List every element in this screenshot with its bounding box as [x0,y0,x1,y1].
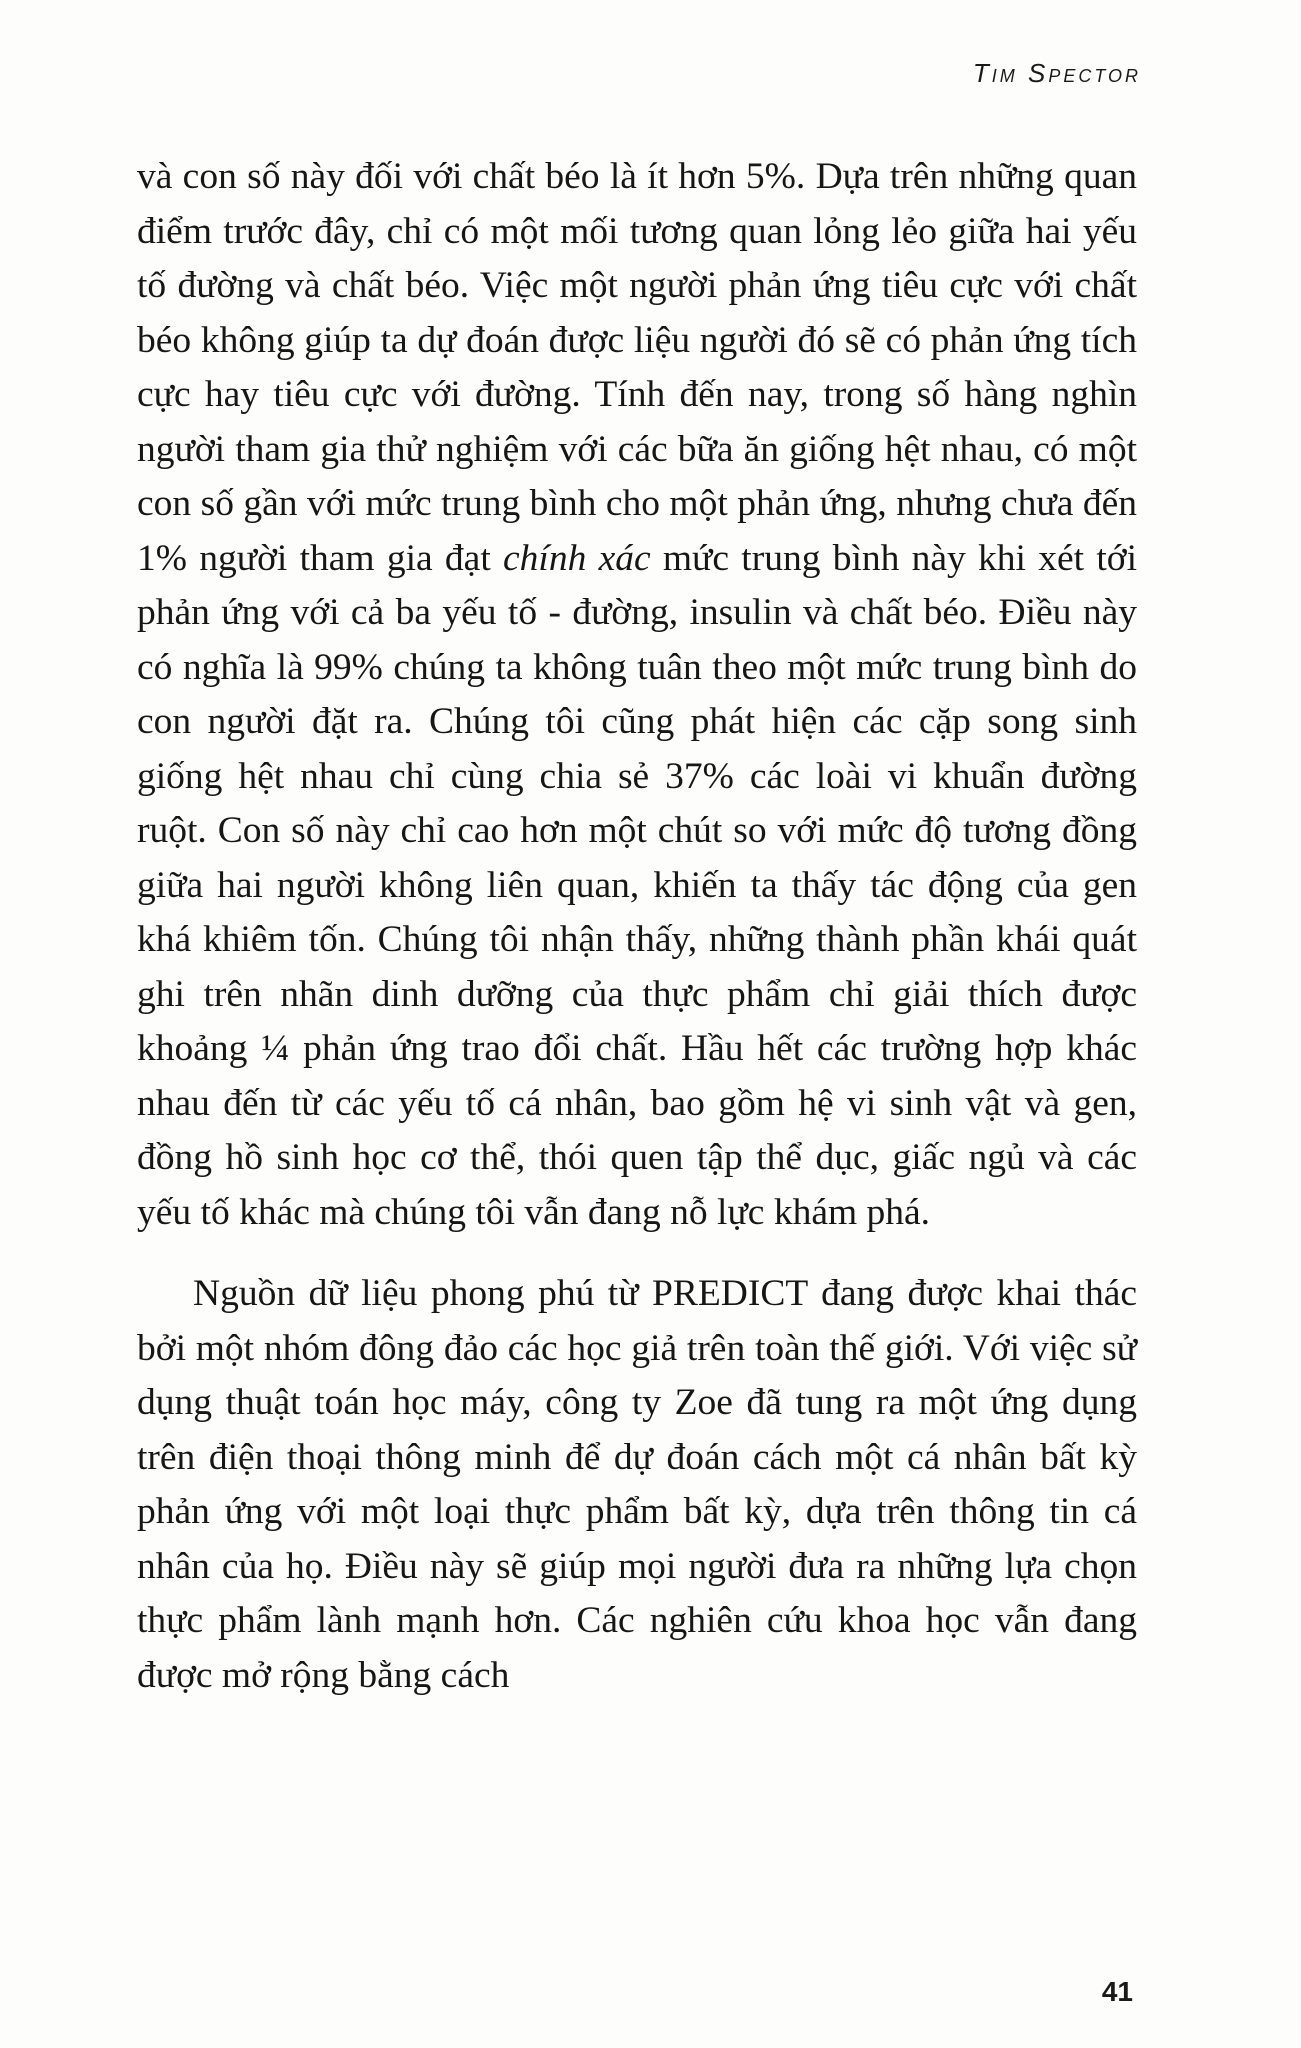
paragraph-1-segment-1: và con số này đối với chất béo là ít hơn 5%. Dựa trên những quan điểm trước đây, chỉ có một mối tương quan lỏng lẻo giữa hai yếu tố đường và chất béo. Việc một người phản ứng tiêu cực với chất béo không giúp ta dự đoán được liệu người đó sẽ có phản ứng tích cực hay tiêu cực với đường. Tính đến nay, trong số hàng nghìn người tham gia thử nghiệm với các bữa ăn giống hệt nhau, có một con số gần với mức trung bình cho một phản ứng, nhưng chưa đến 1% người tham gia đạt [137,156,1137,579]
paragraph-1-italic-emphasis: chính xác [503,537,651,579]
paragraph-1 [137,150,1137,1240]
paragraph-2-segment-1: Nguồn dữ liệu phong phú từ PREDICT đang được khai thác bởi một nhóm đông đảo các học giả trên toàn thế giới. Với việc sử dụng thuật toán học máy, công ty Zoe đã tung ra một ứng dụng trên điện thoại thông minh để dự đoán cách một cá nhân bất kỳ phản ứng với một loại thực phẩm bất kỳ, dựa trên thông tin cá nhân của họ. Điều này sẽ giúp mọi người đưa ra những lựa chọn thực phẩm lành mạnh hơn. Các nghiên cứu khoa học vẫn đang được mở rộng bằng cách [137,1273,1137,1696]
page-number: 41 [1101,1976,1133,2007]
paragraph-1-segment-3: mức trung bình này khi xét tới phản ứng với cả ba yếu tố - đường, insulin và chất béo. Điều này có nghĩa là 99% chúng ta không tuân theo một mức trung bình do con người đặt ra. Chúng tôi cũng phát hiện các cặp song sinh giống hệt nhau chỉ cùng chia sẻ 37% các loài vi khuẩn đường ruột. Con số này chỉ cao hơn một chút so với mức độ tương đồng giữa hai người không liên quan, khiến ta thấy tác động của gen khá khiêm tốn. Chúng tôi nhận thấy, những thành phần khái quát ghi trên nhãn dinh dưỡng của thực phẩm chỉ giải thích được khoảng ¼ phản ứng trao đổi chất. Hầu hết các trường hợp khác nhau đến từ các yếu tố cá nhân, bao gồm hệ vi sinh vật và gen, đồng hồ sinh học cơ thể, thói quen tập thể dục, giấc ngủ và các yếu tố khác mà chúng tôi vẫn đang nỗ lực khám phá. [137,537,1137,1233]
running-header-author: Tim Spector [972,58,1141,88]
body-text [137,150,1137,1703]
paragraph-2 [137,1267,1137,1703]
